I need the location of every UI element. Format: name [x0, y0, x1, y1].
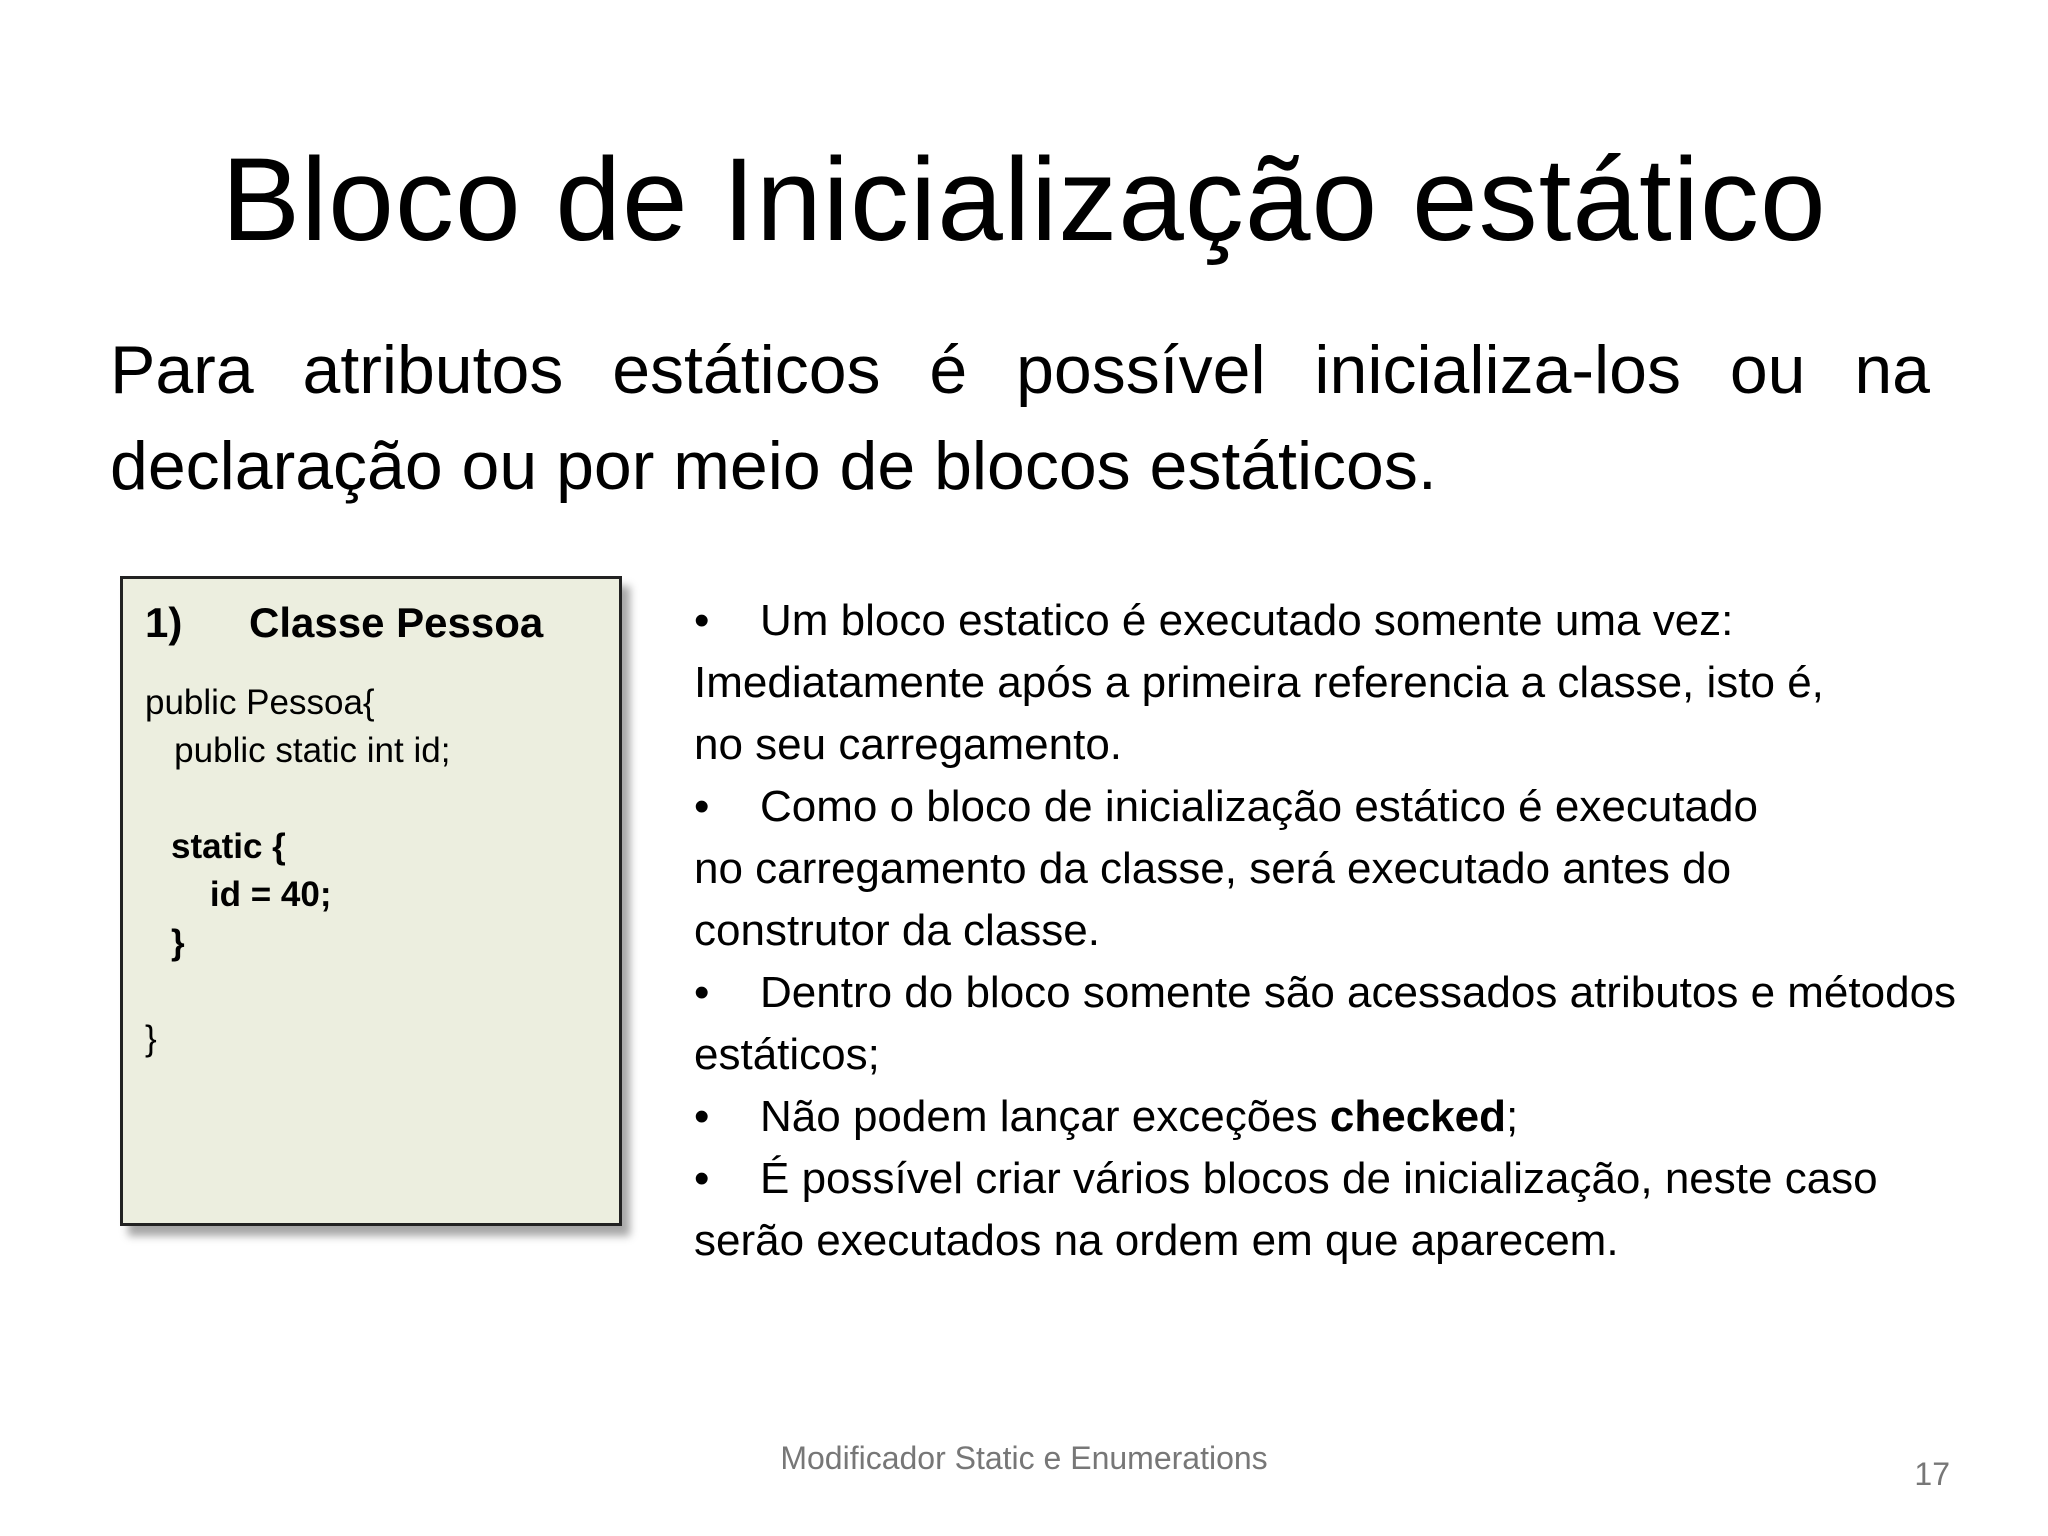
bullet-item [694, 776, 2034, 838]
bullet-text-suffix: ; [1505, 1092, 1519, 1141]
bullet-item [694, 962, 2034, 1024]
bullet-icon: • [694, 1154, 710, 1203]
code-box-heading [145, 597, 543, 649]
bullet-item [694, 590, 2034, 652]
bullet-continuation: estáticos; [694, 1030, 880, 1079]
bullet-text: Dentro do bloco somente são acessados atributos e métodos [760, 968, 1957, 1017]
bullet-item [694, 1086, 2034, 1148]
bullet-continuation: serão executados na ordem em que aparecem. [694, 1216, 1619, 1265]
code-line: } [171, 923, 185, 962]
bullet-continuation: construtor da classe. [694, 906, 1100, 955]
code-line: public Pessoa{ [145, 683, 375, 722]
code-example-box [120, 576, 622, 1226]
bullet-icon: • [694, 968, 710, 1017]
page-number: 17 [1914, 1456, 1950, 1492]
bullet-continuation: no seu carregamento. [694, 720, 1123, 769]
code-box-title: Classe Pessoa [249, 599, 544, 646]
code-line: id = 40; [171, 875, 332, 914]
intro-paragraph [110, 322, 1930, 514]
bullet-text: Como o bloco de inicialização estático é executado [760, 782, 1758, 831]
code-line: } [145, 1019, 157, 1058]
slide-title: Bloco de Inicialização estático [221, 134, 1827, 266]
bullet-list [694, 590, 2034, 1272]
bullet-text: Não podem lançar exceções [760, 1092, 1330, 1141]
bullet-icon: • [694, 1092, 710, 1141]
intro-line-1: Para atributos estáticos é possível inicializa-los ou na [110, 332, 1930, 408]
code-box-number: 1) [145, 599, 183, 646]
bullet-item [694, 1148, 2034, 1210]
bullet-continuation: Imediatamente após a primeira referencia a classe, isto é, [694, 658, 1824, 707]
bullet-icon: • [694, 782, 710, 831]
bullet-emphasis: checked [1329, 1092, 1506, 1141]
bullet-continuation: no carregamento da classe, será executado antes do [694, 844, 1732, 893]
bullet-text: Um bloco estatico é executado somente uma vez: [760, 596, 1734, 645]
code-line: static { [171, 827, 286, 866]
code-line: public static int id; [145, 731, 451, 770]
bullet-icon: • [694, 596, 710, 645]
intro-line-2: declaração ou por meio de blocos estáticos. [110, 428, 1437, 504]
footer-text: Modificador Static e Enumerations [780, 1440, 1268, 1476]
bullet-text: É possível criar vários blocos de inicialização, neste caso [760, 1154, 1878, 1203]
